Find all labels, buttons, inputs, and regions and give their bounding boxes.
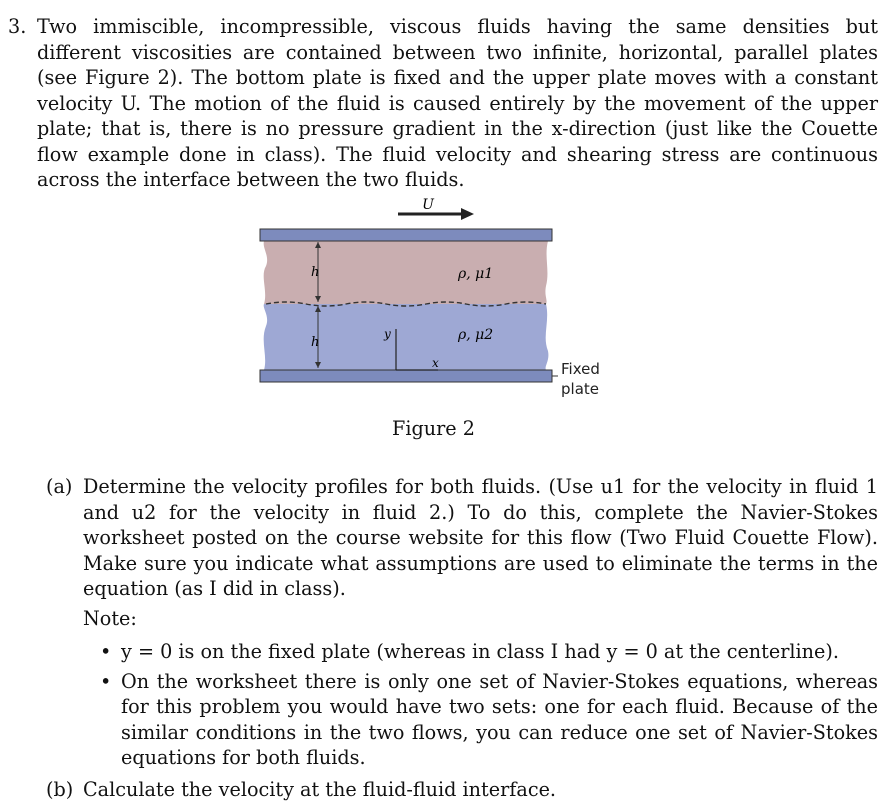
note-label: Note: xyxy=(83,606,878,632)
figure-caption: Figure 2 xyxy=(392,417,475,440)
part-b-text: Calculate the velocity at the fluid-fluid interface. xyxy=(83,777,878,802)
problem-3 xyxy=(8,14,878,193)
fluid-2-label: ρ, μ2 xyxy=(457,327,493,343)
y-axis-label: y xyxy=(383,327,391,341)
velocity-label: U xyxy=(422,197,435,213)
part-b xyxy=(46,777,878,802)
part-a-text: Determine the velocity profiles for both fluids. (Use u1 for the velocity in fluid 1 and u2 for the velocity in fluid 2.) To do this, complete the Navier-Stokes worksheet posted on the course website for this flow (Two Fluid Couette Flow). Make sure you indicate what assumptions are used to eliminate the terms in the equation (as I did in class). xyxy=(83,474,878,602)
part-a xyxy=(46,474,878,771)
part-b-label: (b) xyxy=(46,777,73,802)
part-a-label: (a) xyxy=(46,474,72,500)
velocity-arrowhead xyxy=(461,208,474,220)
x-axis-label: x xyxy=(432,356,439,370)
h-bottom-label: h xyxy=(311,335,319,350)
fixed-plate-label-line2: plate xyxy=(561,380,599,398)
figure-2 xyxy=(256,196,636,406)
fixed-plate-label-line1: Fixed xyxy=(561,360,600,378)
couette-diagram xyxy=(256,196,636,406)
moving-plate xyxy=(260,229,552,241)
note-bullet: • y = 0 is on the fixed plate (whereas in class I had y = 0 at the centerline). xyxy=(121,639,878,665)
fixed-plate xyxy=(260,370,552,382)
note-list xyxy=(83,639,878,771)
note-bullet: • On the worksheet there is only one set of Navier-Stokes equations, whereas for this problem you would have two sets: one for each fluid. Because of the similar conditions in the two flows, you can reduce one set of Navier-Stokes equations for both fluids. xyxy=(121,669,878,771)
problem-number: 3. xyxy=(8,14,26,40)
fluid-2-region xyxy=(264,304,549,370)
problem-parts xyxy=(46,474,878,802)
fluid-1-label: ρ, μ1 xyxy=(457,266,493,282)
h-top-label: h xyxy=(311,265,319,280)
problem-statement: Two immiscible, incompressible, viscous fluids having the same densities but different viscosities are contained between two infinite, horizontal, parallel plates (see Figure 2). The bottom plate is fixed and the upper plate moves with a constant velocity U. The motion of the fluid is caused entirely by the movement of the upper plate; that is, there is no pressure gradient in the x-direction (just like the Couette flow example done in class). The fluid velocity and shearing stress are continuous across the interface between the two fluids. xyxy=(37,14,878,193)
fluid-1-region xyxy=(264,241,548,304)
